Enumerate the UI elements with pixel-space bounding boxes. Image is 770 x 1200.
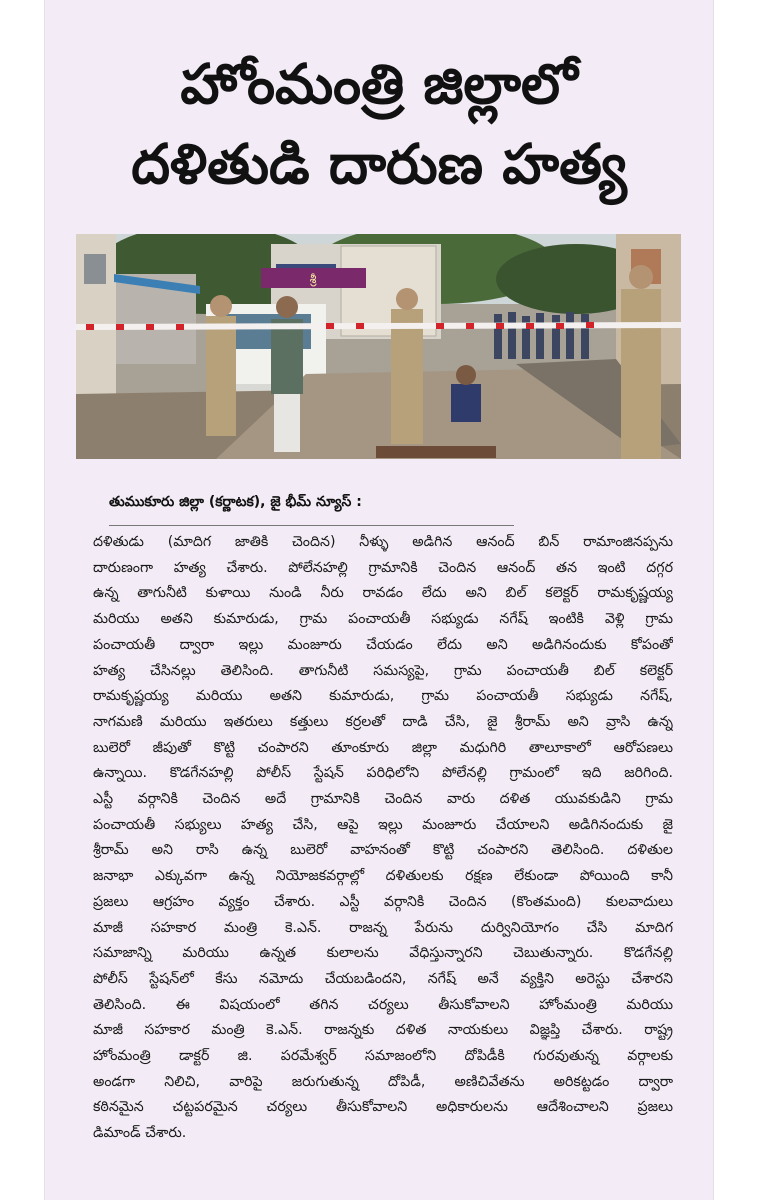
article-line: మాజీ సహకార మంత్రి కె.ఎన్. రాజన్నకు దళిత నాయకులు విజ్ఞప్తి చేశారు. రాష్ట్ర bbox=[93, 1022, 673, 1039]
byline-divider bbox=[109, 525, 514, 526]
article-line: జనాభా ఎక్కువగా ఉన్న నియోజకవర్గాల్లో దళితులకు రక్షణ లేకుండా పోయింది కానీ bbox=[93, 868, 673, 885]
article-line: శ్రీరామ్ అని రాసి ఉన్న బులెరో వాహనంతో కొట్టి చంపారని తెలిసింది. దళితుల bbox=[93, 842, 673, 859]
article-line: పోలీస్ స్టేషన్‌లో కేసు నమోదు చేయబడిందని, నగేష్ అనే వ్యక్తిని అరెస్టు చేశారని bbox=[93, 970, 673, 987]
newspaper-clipping bbox=[44, 0, 714, 1200]
article-line: ఉన్న తాగునీటి కుళాయి నుండి నీరు రావడం లేదు అని బిల్ కలెక్టర్ రామకృష్ణయ్య bbox=[93, 585, 673, 602]
article-line: ఎస్టీ వర్గానికి చెందిన అదే గ్రామానికి చెందిన వారు దళిత యువకుడిని గ్రామ bbox=[93, 791, 673, 808]
article-line: పంచాయతీ ద్వారా ఇల్లు మంజూరు చేయడం లేదు అని అడిగినందుకు కోపంతో bbox=[93, 636, 673, 653]
byline: తుముకూరు జిల్లా (కర్ణాటక), జై భీమ్ న్యూస్ : bbox=[109, 494, 362, 510]
article-line: హత్య చేసినల్లు తెలిసింది. తాగునీటి సమస్యపై, గ్రామ పంచాయతీ బిల్ కలెక్టర్ bbox=[93, 662, 673, 679]
article-line: డిమాండ్ చేశారు. bbox=[93, 1125, 187, 1142]
article-body bbox=[93, 530, 673, 1147]
article-line: ఉన్నాయి. కొడగేనహల్లి పోలీస్ స్టేషన్ పరిధిలోని పోలేనల్లి గ్రామంలో ఇది జరిగింది. bbox=[93, 765, 673, 782]
article-line: పంచాయతీ సభ్యులు హత్య చేసి, ఆపై ఇల్లు మంజూరు చేయాలని అడిగినందుకు జై bbox=[93, 816, 673, 833]
article-line: బులెరో జీపుతో కొట్టి చంపారని తూంకూరు జిల్లా మధుగిరి తాలూకాలో ఆరోపణలు bbox=[93, 739, 673, 756]
article-line: రామకృష్ణయ్య మరియు అతని కుమారుడు, గ్రామ పంచాయతీ సభ్యుడు నగేష్, bbox=[93, 688, 673, 705]
headline bbox=[45, 44, 713, 204]
article-line: అండగా నిలిచి, వారిపై జరుగుతున్న దోపిడీ, అణిచివేతను అరికట్టడం ద్వారా bbox=[93, 1073, 673, 1090]
crime-scene-photo bbox=[76, 234, 681, 459]
article-line: హోంమంత్రి డాక్టర్ జి. పరమేశ్వర్ సమాజంలోని దోపిడీకి గురవుతున్న వర్గాలకు bbox=[93, 1048, 673, 1065]
article-line: సమాజాన్ని మరియు ఉన్నత కులాలను వేధిస్తున్నారని చెబుతున్నారు. కొడగేనల్లి bbox=[93, 945, 673, 962]
article-line: తెలిసింది. ఈ విషయంలో తగిన చర్యలు తీసుకోవాలని హోంమంత్రి మరియు bbox=[93, 996, 673, 1013]
article-line: నాగమణి మరియు ఇతరులు కత్తులు కర్రలతో దాడి చేసి, జై శ్రీరామ్ అని వ్రాసి ఉన్న bbox=[93, 713, 673, 730]
headline-line-2: దళితుడి దారుణ హత్య bbox=[131, 132, 627, 196]
article-line: దారుణంగా హత్య చేశారు. పోలేనహల్లి గ్రామానికి చెందిన ఆనంద్ తన ఇంటి దగ్గర bbox=[93, 559, 673, 576]
news-photo bbox=[76, 234, 681, 459]
article-line: ప్రజలు ఆగ్రహం వ్యక్తం చేశారు. ఎస్టీ వర్గానికి చెందిన (కొంతమంది) కులవాదులు bbox=[93, 893, 673, 910]
article-line: కఠినమైన చట్టపరమైన చర్యలు తీసుకోవాలని అధికారులను ఆదేశించాలని ప్రజలు bbox=[93, 1099, 673, 1116]
truck-sign-text: శ్రీ bbox=[309, 272, 317, 286]
headline-line-1: హోంమంత్రి జిల్లాలో bbox=[180, 52, 578, 116]
article-line: మాజీ సహకార మంత్రి కె.ఎన్. రాజన్న పేరును దుర్వినియోగం చేసి మాదిగ bbox=[93, 919, 673, 936]
article-line: మరియు అతని కుమారుడు, గ్రామ పంచాయతీ సభ్యుడు నగేష్ ఇంటికి వెళ్లి గ్రామ bbox=[93, 611, 673, 628]
next-headline-fragment bbox=[45, 1192, 713, 1200]
article-line: దళితుడు (మాదిగ జాతికి చెందిన) నీళ్ళు అడిగిన ఆనంద్ బిన్ రామాంజినప్పను bbox=[93, 534, 673, 550]
